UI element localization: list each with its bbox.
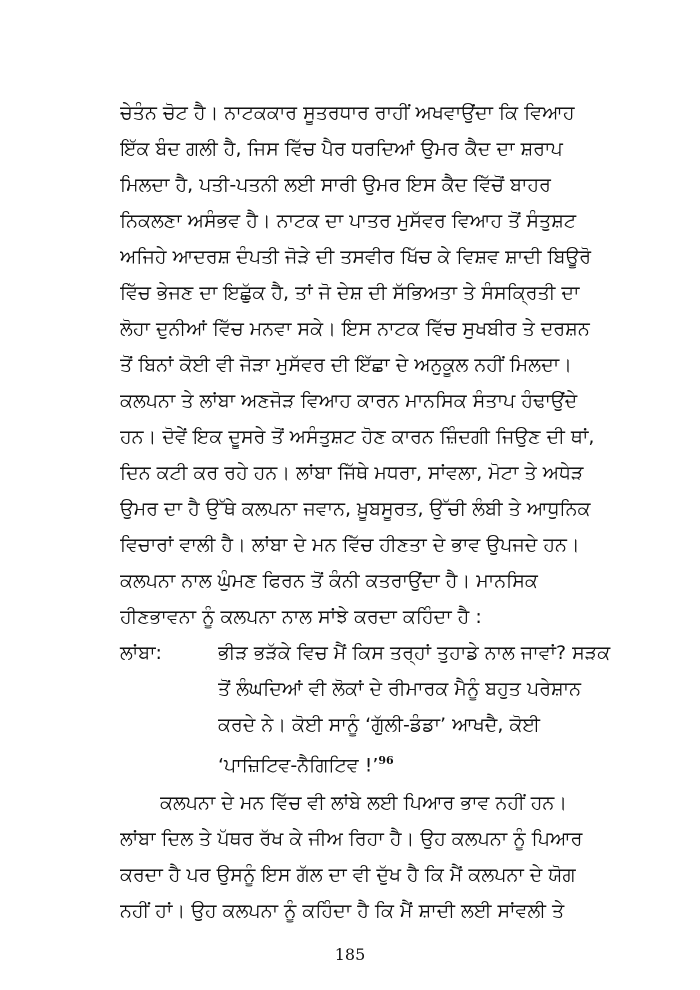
- text-line: ਨਿਕਲਣਾ ਅਸੰਭਵ ਹੈ। ਨਾਟਕ ਦਾ ਪਾਤਰ ਮੁਸੱਵਰ ਵਿਆਹ ਤੋਂ ਸੰਤੁਸ਼ਟ: [120, 210, 577, 232]
- text-line: ਕਲਪਨਾ ਦੇ ਮਨ ਵਿੱਚ ਵੀ ਲਾਂਬੇ ਲਈ ਪਿਆਰ ਭਾਵ ਨਹੀਂ ਹਨ।: [160, 792, 568, 814]
- page-number: 185: [334, 945, 366, 964]
- text-line: ਅਜਿਹੇ ਆਦਰਸ਼ ਦੰਪਤੀ ਜੋੜੇ ਦੀ ਤਸਵੀਰ ਖਿੱਚ ਕੇ ਵਿਸ਼ਵ ਸ਼ਾਦੀ ਬਿਊਰੋ: [120, 246, 592, 268]
- quote-line: ਭੀੜ ਭੜੱਕੇ ਵਿਚ ਮੈਂ ਕਿਸ ਤਰ੍ਹਾਂ ਤੁਹਾਡੇ ਨਾਲ ਜਾਵਾਂ? ਸੜਕ: [218, 642, 611, 664]
- quote-speaker: ਲਾਂਬਾ:: [120, 642, 162, 664]
- quote-line: ਤੋਂ ਲੰਘਦਿਆਂ ਵੀ ਲੋਕਾਂ ਦੇ ਰੀਮਾਰਕ ਮੈਨੂੰ ਬਹੁਤ ਪਰੇਸ਼ਾਨ: [218, 678, 581, 700]
- text-line: ਮਿਲਦਾ ਹੈ, ਪਤੀ-ਪਤਨੀ ਲਈ ਸਾਰੀ ਉਮਰ ਇਸ ਕੈਦ ਵਿੱਚੋਂ ਬਾਹਰ: [120, 174, 551, 196]
- text-line: ਕਲਪਨਾ ਨਾਲ ਘੁੰਮਣ ਫਿਰਨ ਤੋਂ ਕੰਨੀ ਕਤਰਾਉਂਦਾ ਹੈ। ਮਾਨਸਿਕ: [120, 570, 538, 592]
- quote-text: ‘ਪਾਜ਼ਿਟਿਵ-ਨੈਗਿਟਿਵ !’: [218, 754, 379, 777]
- text-line: ਕਲਪਨਾ ਤੇ ਲਾਂਬਾ ਅਣਜੋੜ ਵਿਆਹ ਕਾਰਨ ਮਾਨਸਿਕ ਸੰਤਾਪ ਹੰਢਾਉਂਦੇ: [120, 390, 578, 412]
- text-line: ਦਿਨ ਕਟੀ ਕਰ ਰਹੇ ਹਨ। ਲਾਂਬਾ ਜਿੱਥੇ ਮਧਰਾ, ਸਾਂਵਲਾ, ਮੋਟਾ ਤੇ ਅਧੇੜ: [120, 462, 584, 484]
- text-line: ਵਿਚਾਰਾਂ ਵਾਲੀ ਹੈ। ਲਾਂਬਾ ਦੇ ਮਨ ਵਿੱਚ ਹੀਣਤਾ ਦੇ ਭਾਵ ਉਪਜਦੇ ਹਨ।: [120, 534, 580, 556]
- text-line: ਉਮਰ ਦਾ ਹੈ ਉੱਥੇ ਕਲਪਨਾ ਜਵਾਨ, ਖ਼ੂਬਸੂਰਤ, ਉੱਚੀ ਲੰਬੀ ਤੇ ਆਧੁਨਿਕ: [120, 498, 591, 520]
- text-line: ਨਹੀਂ ਹਾਂ। ਉਹ ਕਲਪਨਾ ਨੂੰ ਕਹਿੰਦਾ ਹੈ ਕਿ ਮੈਂ ਸ਼ਾਦੀ ਲਈ ਸਾਂਵਲੀ ਤੇ: [120, 900, 565, 922]
- text-line: ਤੋਂ ਬਿਨਾਂ ਕੋਈ ਵੀ ਜੋੜਾ ਮੁਸੱਵਰ ਦੀ ਇੱਛਾ ਦੇ ਅਨੁਕੂਲ ਨਹੀਂ ਮਿਲਦਾ।: [120, 354, 572, 376]
- text-line: ਹੀਣਭਾਵਨਾ ਨੂੰ ਕਲਪਨਾ ਨਾਲ ਸਾਂਝੇ ਕਰਦਾ ਕਹਿੰਦਾ ਹੈ :: [120, 606, 482, 628]
- text-line: ਇੱਕ ਬੰਦ ਗਲੀ ਹੈ, ਜਿਸ ਵਿੱਚ ਪੈਰ ਧਰਦਿਆਂ ਉਮਰ ਕੈਦ ਦਾ ਸ਼ਰਾਪ: [120, 138, 563, 160]
- text-line: ਲਾਂਬਾ ਦਿਲ ਤੇ ਪੱਥਰ ਰੱਖ ਕੇ ਜੀਅ ਰਿਹਾ ਹੈ। ਉਹ ਕਲਪਨਾ ਨੂੰ ਪਿਆਰ: [120, 828, 583, 850]
- quote-line: ਕਰਦੇ ਨੇ। ਕੋਈ ਸਾਨੂੰ ‘ਗੁੱਲੀ-ਡੰਡਾ’ ਆਖਦੈ, ਕੋਈ: [218, 714, 541, 736]
- quote-line-last: [218, 748, 615, 778]
- text-line: ਚੇਤੰਨ ਚੋਟ ਹੈ। ਨਾਟਕਕਾਰ ਸੂਤਰਧਾਰ ਰਾਹੀਂ ਅਖਵਾਉਂਦਾ ਕਿ ਵਿਆਹ: [120, 102, 575, 124]
- text-line: ਹਨ। ਦੋਵੇਂ ਇਕ ਦੂਸਰੇ ਤੋਂ ਅਸੰਤੁਸ਼ਟ ਹੋਣ ਕਾਰਨ ਜ਼ਿੰਦਗੀ ਜਿਉਣ ਦੀ ਥਾਂ,: [120, 426, 595, 448]
- footnote-marker: 96: [378, 754, 394, 767]
- text-line: ਲੋਹਾ ਦੁਨੀਆਂ ਵਿੱਚ ਮਨਵਾ ਸਕੇ। ਇਸ ਨਾਟਕ ਵਿੱਚ ਸੁਖਬੀਰ ਤੇ ਦਰਸ਼ਨ: [120, 318, 590, 340]
- text-line: ਵਿੱਚ ਭੇਜਣ ਦਾ ਇਛੁੱਕ ਹੈ, ਤਾਂ ਜੋ ਦੇਸ਼ ਦੀ ਸੱਭਿਅਤਾ ਤੇ ਸੰਸਕ੍ਰਿਤੀ ਦਾ: [120, 282, 580, 304]
- text-line: ਕਰਦਾ ਹੈ ਪਰ ਉਸਨੂੰ ਇਸ ਗੱਲ ਦਾ ਵੀ ਦੁੱਖ ਹੈ ਕਿ ਮੈਂ ਕਲਪਨਾ ਦੇ ਯੋਗ: [120, 864, 576, 886]
